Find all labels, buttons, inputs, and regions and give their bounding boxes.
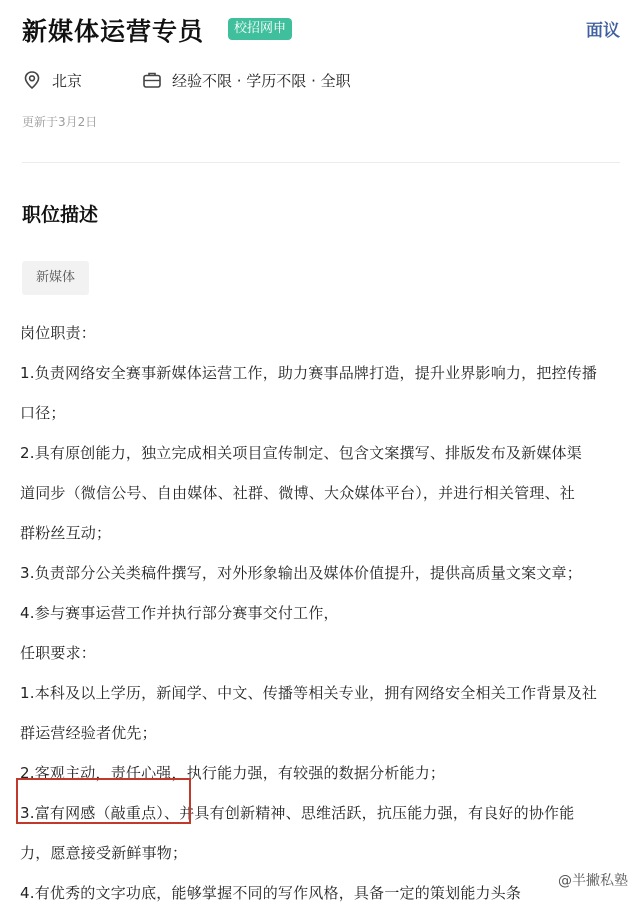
briefcase-icon xyxy=(142,70,162,90)
keyword-tag[interactable]: 新媒体 xyxy=(22,261,89,295)
description-line: 3.富有网感（敲重点）、并具有创新精神、思维活跃，抗压能力强，有良好的协作能 xyxy=(20,804,575,822)
job-requirements: 经验不限 · 学历不限 · 全职 xyxy=(172,72,351,90)
description-line: 岗位职责： xyxy=(20,324,97,342)
description-line: 3.负责部分公关类稿件撰写，对外形象输出及媒体价值提升，提供高质量文案文章； xyxy=(20,564,582,582)
description-line: 4.有优秀的文字功底，能够掌握不同的写作风格，具备一定的策划能力头条 xyxy=(20,884,522,902)
job-location: 北京 xyxy=(52,72,83,90)
recruit-tag: 校招网申 xyxy=(228,18,292,40)
job-header xyxy=(22,10,620,50)
section-title: 职位描述 xyxy=(22,204,99,226)
description-line: 群运营经验者优先； xyxy=(20,724,157,742)
description-line: 群粉丝互动； xyxy=(20,524,112,542)
description-line: 2.具有原创能力，独立完成相关项目宣传制定、包含文案撰写、排版发布及新媒体渠 xyxy=(20,444,582,462)
description-line: 2.客观主动，责任心强，执行能力强，有较强的数据分析能力； xyxy=(20,764,446,782)
divider xyxy=(22,162,620,163)
highlight-annotation-box xyxy=(16,778,191,824)
description-line: 道同步（微信公号、自由媒体、社群、微博、大众媒体平台），并进行相关管理、社 xyxy=(20,484,575,502)
description-line: 口径； xyxy=(20,404,66,422)
description-line: 1.本科及以上学历，新闻学、中文、传播等相关专业，拥有网络安全相关工作背景及社 xyxy=(20,684,598,702)
description-line: 任职要求： xyxy=(20,644,97,662)
job-title: 新媒体运营专员 xyxy=(22,17,205,46)
updated-date: 更新于3月2日 xyxy=(22,115,98,129)
description-line: 1.负责网络安全赛事新媒体运营工作，助力赛事品牌打造，提升业界影响力，把控传播 xyxy=(20,364,598,382)
watermark: @半撇私塾 xyxy=(556,870,630,890)
description-line: 力，愿意接受新鲜事物； xyxy=(20,844,188,862)
description-line: 4.参与赛事运营工作并执行部分赛事交付工作， xyxy=(20,604,339,622)
salary-label: 面议 xyxy=(586,21,620,41)
map-pin-icon xyxy=(22,70,42,90)
